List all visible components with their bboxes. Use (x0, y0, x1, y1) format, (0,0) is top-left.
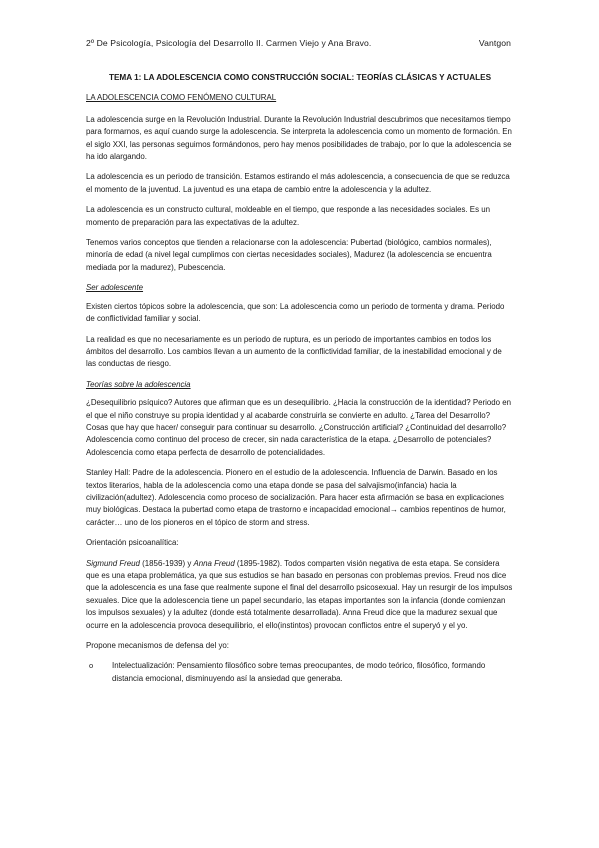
paragraph-10: Propone mecanismos de defensa del yo: (86, 641, 229, 651)
header-author: Vantgon (478, 38, 511, 48)
paragraph-8: Stanley Hall: Padre de la adolescencia. Pionero en el estudio de la adolescencia. Influencia de Darwin. Basado en los textos literarios, habla de la adolescencia como una etapa donde se pasa del salvajismo(infancia) hacia la civilización(adultez). Adolescencia como proceso de socialización. Para hacer esta afirmación se basa en explicaciones muy biológicas. Destaca la pubertad como etapa de trastorno e incapacidad emocional→ cambios repentinos de humor, carácter… uno de los pioneros en el tópico de storm and stress. (86, 468, 506, 527)
section-heading-psicoanalitica: Orientación psicoanalítica: (86, 538, 179, 548)
author-name-sigmund: Sigmund Freud (86, 558, 140, 568)
section-heading-ser-adolescente: Ser adolescente (86, 283, 144, 293)
author-name-anna: Anna Freud (193, 558, 235, 568)
paragraph-9-rest: (1895-1982). Todos comparten visión negativa de esta etapa. Se considera que es una etapa problemática, ya que sus estudios se han basado en personas con problemas previos. Freud nos dice que la adolescencia es una fase que realmente supone el final del desarrollo psicosexual. Hay un resurgir de los impulsos sexuales. Dice que la adolescencia tiene un papel secundario, las etapas importantes son la infancia (donde comienzan los impulsos sexuales) y la adultez (donde está totalmente desarrollada). Anna Freud dice que la madurez sexual que ocurre en la adolescencia provoca desequilibrio, el ello(instintos) provocan conflictos entre el superyó y el yo. (86, 558, 513, 630)
document-body (86, 72, 514, 685)
paragraph-3: La adolescencia es un constructo cultural, moldeable en el tiempo, que responde a las necesidades sociales. Es un momento de preparación para las expectativas de la adultez. (86, 205, 490, 227)
paragraph-4: Tenemos varios conceptos que tienden a relacionarse con la adolescencia: Pubertad (biológico, cambios normales), minoría de edad (a nivel legal cumplimos con ciertas necesidades sociales), Madurez (la adolescencia se encuentra mediada por la madurez), Pubescencia. (86, 238, 492, 272)
header-course-title: 2º De Psicología, Psicología del Desarrollo II. Carmen Viejo y Ana Bravo. (86, 38, 372, 48)
chapter-title: TEMA 1: LA ADOLESCENCIA COMO CONSTRUCCIÓN SOCIAL: TEORÍAS CLÁSICAS Y ACTUALES (108, 73, 492, 82)
section-heading-teorias: Teorías sobre la adolescencia (86, 379, 191, 389)
section-heading-cultural: LA ADOLESCENCIA COMO FENÓMENO CULTURAL (86, 93, 277, 103)
paragraph-5: Existen ciertos tópicos sobre la adolescencia, que son: La adolescencia como un periodo de tormenta y drama. Periodo de conflictividad familiar y social. (86, 301, 505, 324)
page-header (86, 38, 511, 48)
paragraph-1: La adolescencia surge en la Revolución Industrial. Durante la Revolución Industrial descubrimos que necesitamos tiempo para formarnos, es aquí cuando surge la adolescencia. Se interpreta la adolescencia como un momento de formación. En el siglo XXI, las personas seguimos formándonos, pero hay menos posibilidades de trabajo, por lo que la adolescencia se ha ido alargando. (86, 114, 512, 162)
author-dates-sigmund: (1856-1939) y (139, 558, 194, 568)
paragraph-9 (86, 558, 514, 632)
defense-mechanisms-list (86, 660, 514, 685)
paragraph-2: La adolescencia es un periodo de transición. Estamos estirando el más adolescencia, a consecuencia de que se reduzca el momento de la juventud. La juventud es una etapa de cambio entre la adolescencia y la adultez. (86, 172, 510, 194)
paragraph-6: La realidad es que no necesariamente es un periodo de ruptura, es un periodo de importantes cambios en todos los ámbitos del desarrollo. Los cambios llevan a un aumento de la conflictividad familiar, de la inestabilidad emocional y de las conductas de riesgo. (86, 334, 502, 369)
list-item: o Intelectualización: Pensamiento filosófico sobre temas preocupantes, de modo teórico, filosófico, formando distancia emocional, disminuyendo así la ansiedad que generaba. (112, 660, 514, 685)
paragraph-7: ¿Desequilibrio psíquico? Autores que afirman que es un desequilibrio. ¿Hacia la construcción de la identidad? Periodo en el que el niño construye su propia identidad y al acabarde construirla se convierte en adulto. ¿Tarea del Desarrollo? Cosas que hay que hacer/ conseguir para continuar su desarrollo. ¿Construcción artificial? ¿Continuidad del desarrollo? Adolescencia como continuo del proceso de crecer, sin nada característica de la etapa. ¿Desarrollo de potenciales? Adolescencia como etapa perfecta de desarrollo de potencialidades. (86, 398, 512, 457)
